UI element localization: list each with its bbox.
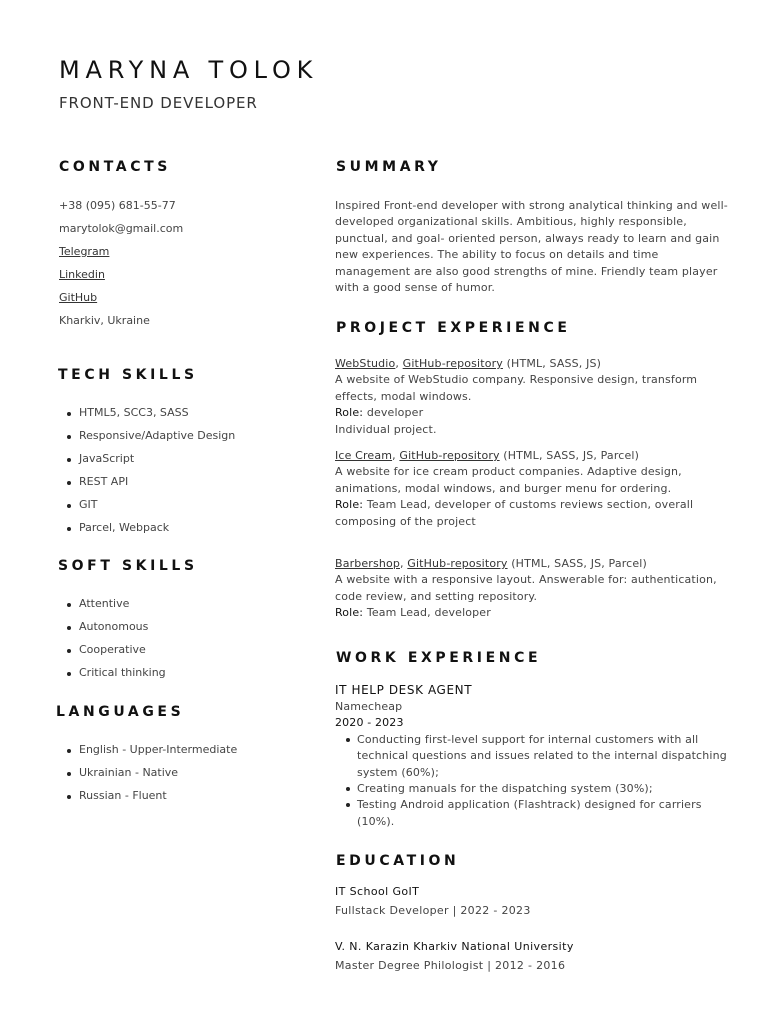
linkedin-link[interactable]: Linkedin: [59, 268, 105, 281]
education-item: [335, 885, 730, 917]
separator: ,: [400, 557, 408, 570]
project-item: [335, 448, 730, 530]
tech-stack: (HTML, SASS, JS, Parcel): [499, 449, 640, 462]
company-name: Namecheap: [335, 700, 403, 713]
phone-number: +38 (095) 681-55-77: [59, 199, 176, 212]
project-role: developer: [363, 406, 424, 420]
role-label: Role:: [335, 498, 364, 512]
repository-link[interactable]: GitHub-repository: [402, 357, 503, 370]
project-role: Team Lead, developer of customs reviews section, overall composing of the project: [335, 498, 694, 528]
project-experience-heading: PROJECT EXPERIENCE: [336, 320, 571, 336]
tech-skills-heading: TECH SKILLS: [58, 367, 198, 383]
list-item: Ukrainian - Native: [64, 766, 237, 789]
job-period: 2020 - 2023: [335, 716, 404, 730]
project-link[interactable]: WebStudio: [335, 357, 396, 370]
work-experience-heading: WORK EXPERIENCE: [336, 650, 542, 666]
project-item: [335, 356, 730, 438]
languages-list: [64, 743, 237, 812]
school-name: IT School GoIT: [335, 885, 420, 898]
project-item: [335, 556, 730, 622]
separator: ,: [392, 449, 400, 462]
job-entry: [335, 683, 730, 830]
email-address: marytolok@gmail.com: [59, 222, 184, 235]
separator: ,: [395, 357, 403, 370]
education-heading: EDUCATION: [336, 853, 460, 869]
contacts-list: [59, 199, 183, 337]
languages-heading: LANGUAGES: [56, 704, 185, 720]
list-item: Testing Android application (Flashtrack) designed for carriers (10%).: [345, 797, 730, 830]
repository-link[interactable]: GitHub-repository: [407, 557, 508, 570]
summary-text: Inspired Front-end developer with strong analytical thinking and well-developed organizational skills. Ambitious, highly responsible, punctual, and goal- oriented person, always ready to learn and gain new experiences. The ability to focus on details and time management are also good strengths of mine. Friendly team player with a good sense of humor.: [335, 199, 728, 295]
project-description: A website for ice cream product companies. Adaptive design, animations, modal windows, and burger menu for ordering.: [335, 465, 682, 495]
tech-stack: (HTML, SASS, JS): [502, 357, 602, 370]
list-item: Autonomous: [64, 620, 166, 643]
list-item: GIT: [64, 498, 235, 521]
list-item: Parcel, Webpack: [64, 521, 235, 544]
project-link[interactable]: Ice Cream: [335, 449, 393, 462]
duties-list: [345, 732, 730, 830]
project-description: A website with a responsive layout. Answerable for: authentication, code review, and setting repository.: [335, 573, 717, 603]
location: Kharkiv, Ukraine: [59, 314, 150, 327]
tech-skills-list: [64, 406, 235, 544]
list-item: JavaScript: [64, 452, 235, 475]
school-name: V. N. Karazin Kharkiv National University: [335, 940, 574, 953]
list-item: Critical thinking: [64, 666, 166, 689]
resume-name: MARYNA TOLOK: [59, 56, 319, 84]
list-item: Responsive/Adaptive Design: [64, 429, 235, 452]
list-item: Attentive: [64, 597, 166, 620]
job-position: IT HELP DESK AGENT: [335, 683, 473, 697]
github-link[interactable]: GitHub: [59, 291, 98, 304]
soft-skills-heading: SOFT SKILLS: [58, 558, 198, 574]
telegram-link[interactable]: Telegram: [59, 245, 110, 258]
list-item: Cooperative: [64, 643, 166, 666]
list-item: REST API: [64, 475, 235, 498]
list-item: English - Upper-Intermediate: [64, 743, 237, 766]
role-label: Role:: [335, 406, 364, 420]
project-role: Team Lead, developer: [363, 606, 491, 620]
list-item: Creating manuals for the dispatching system (30%);: [345, 781, 730, 797]
project-link[interactable]: Barbershop: [335, 557, 400, 570]
list-item: Conducting first-level support for internal customers with all technical questions and issues related to the internal dispatching system (60%);: [345, 732, 730, 781]
list-item: HTML5, SCC3, SASS: [64, 406, 235, 429]
project-note: Individual project.: [335, 422, 437, 436]
summary-heading: SUMMARY: [336, 159, 442, 175]
project-description: A website of WebStudio company. Responsive design, transform effects, modal windows.: [335, 373, 698, 403]
soft-skills-list: [64, 597, 166, 689]
education-item: [335, 940, 730, 972]
contacts-heading: CONTACTS: [59, 159, 171, 175]
job-title: FRONT-END DEVELOPER: [59, 94, 258, 112]
role-label: Role:: [335, 606, 364, 620]
tech-stack: (HTML, SASS, JS, Parcel): [507, 557, 647, 570]
education-detail: Fullstack Developer | 2022 - 2023: [335, 904, 531, 917]
list-item: Russian - Fluent: [64, 789, 237, 812]
education-detail: Master Degree Philologist | 2012 - 2016: [335, 959, 566, 972]
repository-link[interactable]: GitHub-repository: [399, 449, 500, 462]
